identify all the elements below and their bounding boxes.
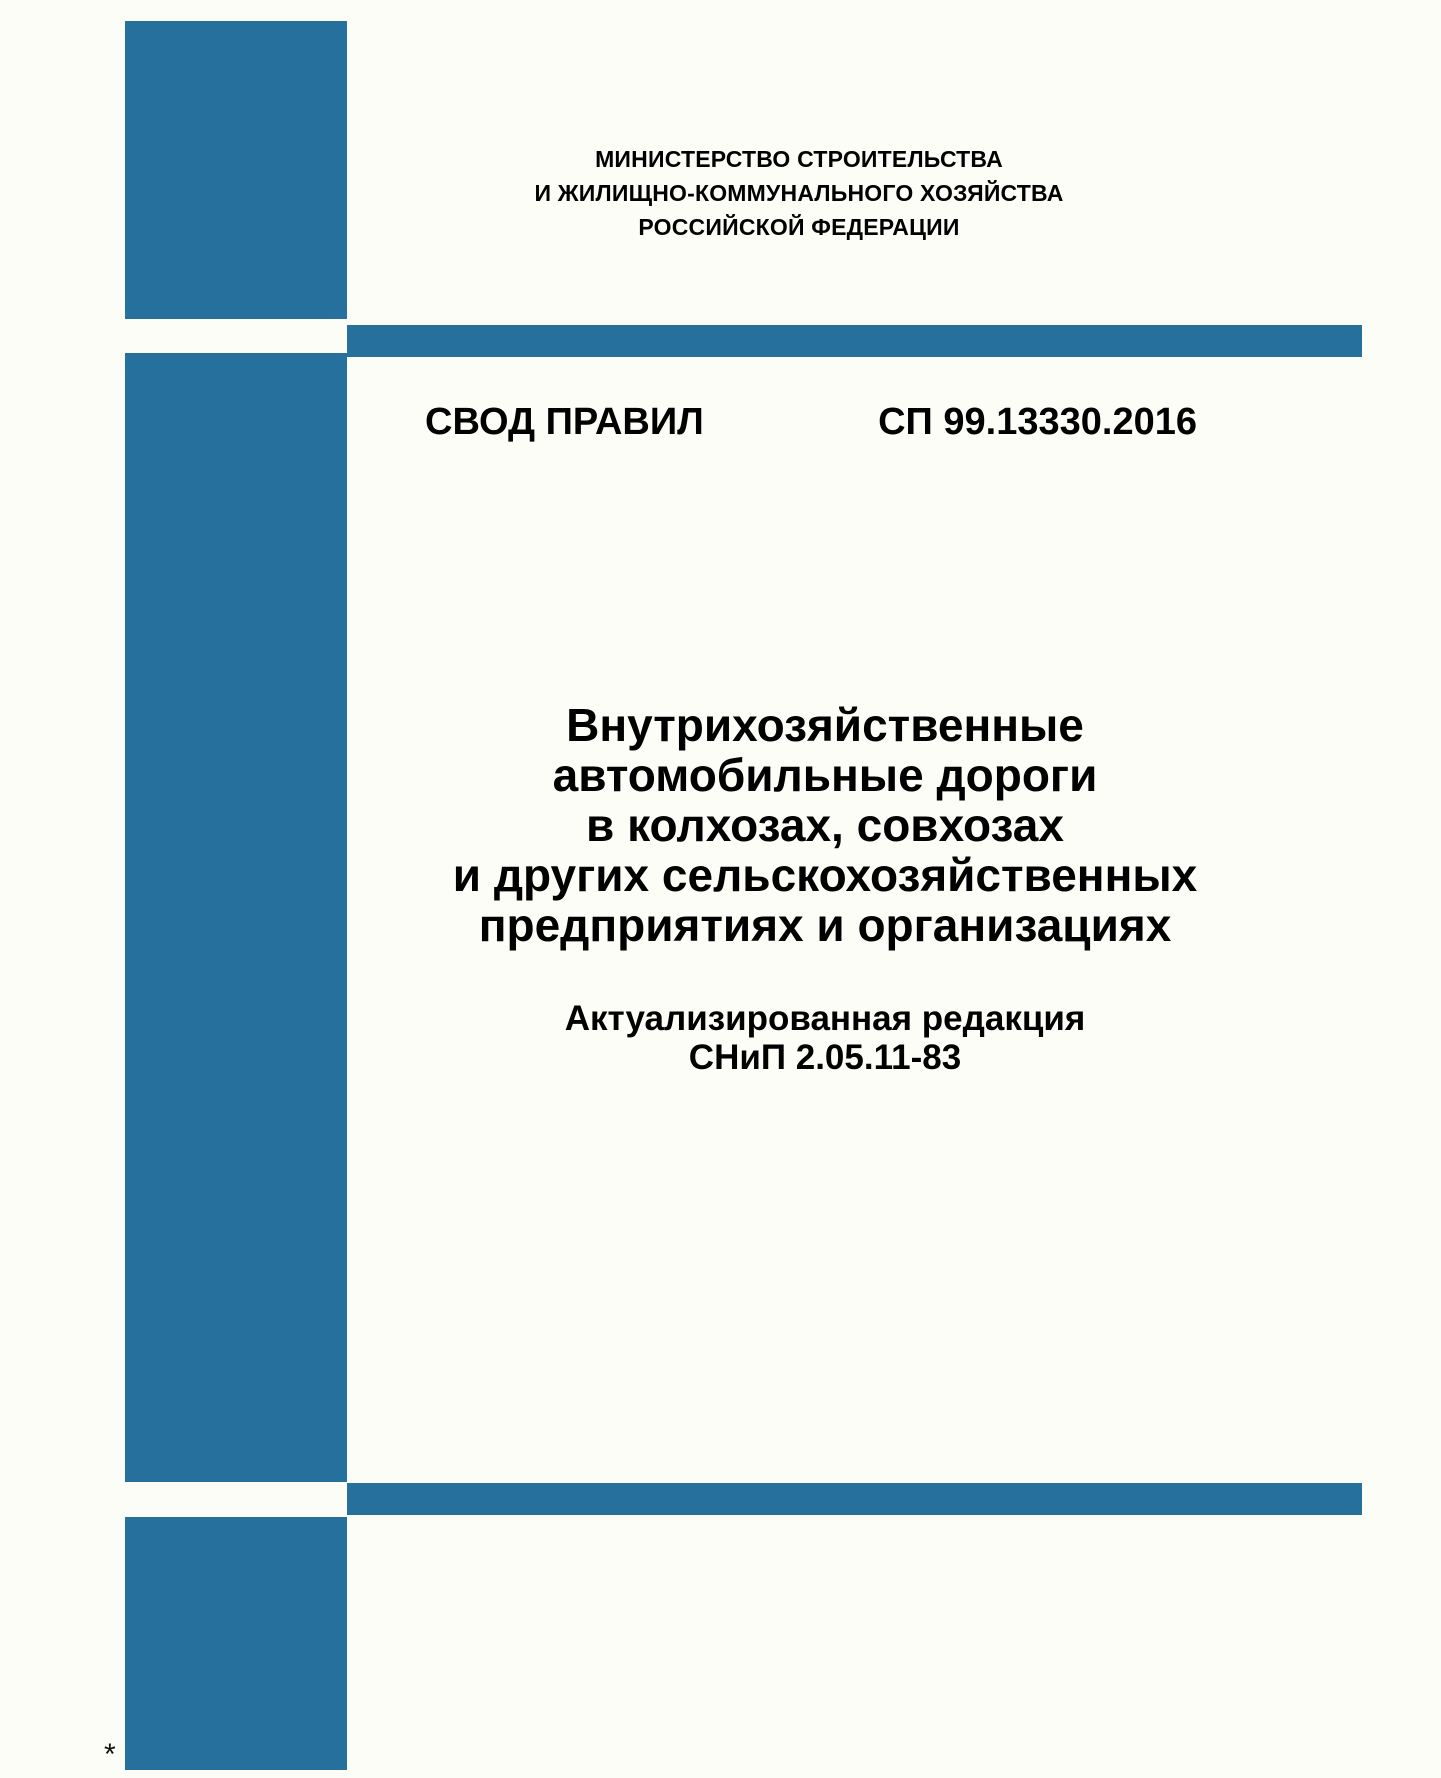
document-kind-row <box>425 400 1197 444</box>
edition-line-1: Актуализированная редакция <box>564 999 1086 1038</box>
footnote-asterisk: * <box>104 1738 116 1771</box>
top-horizontal-bar <box>347 325 1362 357</box>
title-line-3: в колхозах, совхозах <box>586 799 1064 851</box>
document-kind-label: СВОД ПРАВИЛ <box>425 401 704 443</box>
title-line-4: и других сельскохозяйственных <box>452 849 1198 901</box>
title-line-1: Внутрихозяйственные <box>566 699 1084 751</box>
left-band-middle-segment <box>125 353 347 1482</box>
edition-subtitle <box>349 999 1301 1077</box>
left-band-bottom-segment <box>125 1517 347 1770</box>
ministry-header <box>349 142 1249 244</box>
ministry-header-line-2: И ЖИЛИЩНО-КОММУНАЛЬНОГО ХОЗЯЙСТВА <box>534 180 1064 206</box>
document-code: СП 99.13330.2016 <box>878 401 1197 443</box>
left-band-top-segment <box>125 21 347 319</box>
edition-line-2: СНиП 2.05.11-83 <box>688 1038 962 1077</box>
title-line-5: предприятиях и организациях <box>478 899 1172 951</box>
bottom-horizontal-bar <box>347 1483 1362 1515</box>
document-title <box>349 700 1301 950</box>
ministry-header-line-3: РОССИЙСКОЙ ФЕДЕРАЦИИ <box>638 214 960 240</box>
title-line-2: автомобильные дороги <box>552 749 1098 801</box>
ministry-header-line-1: МИНИСТЕРСТВО СТРОИТЕЛЬСТВА <box>595 146 1003 172</box>
